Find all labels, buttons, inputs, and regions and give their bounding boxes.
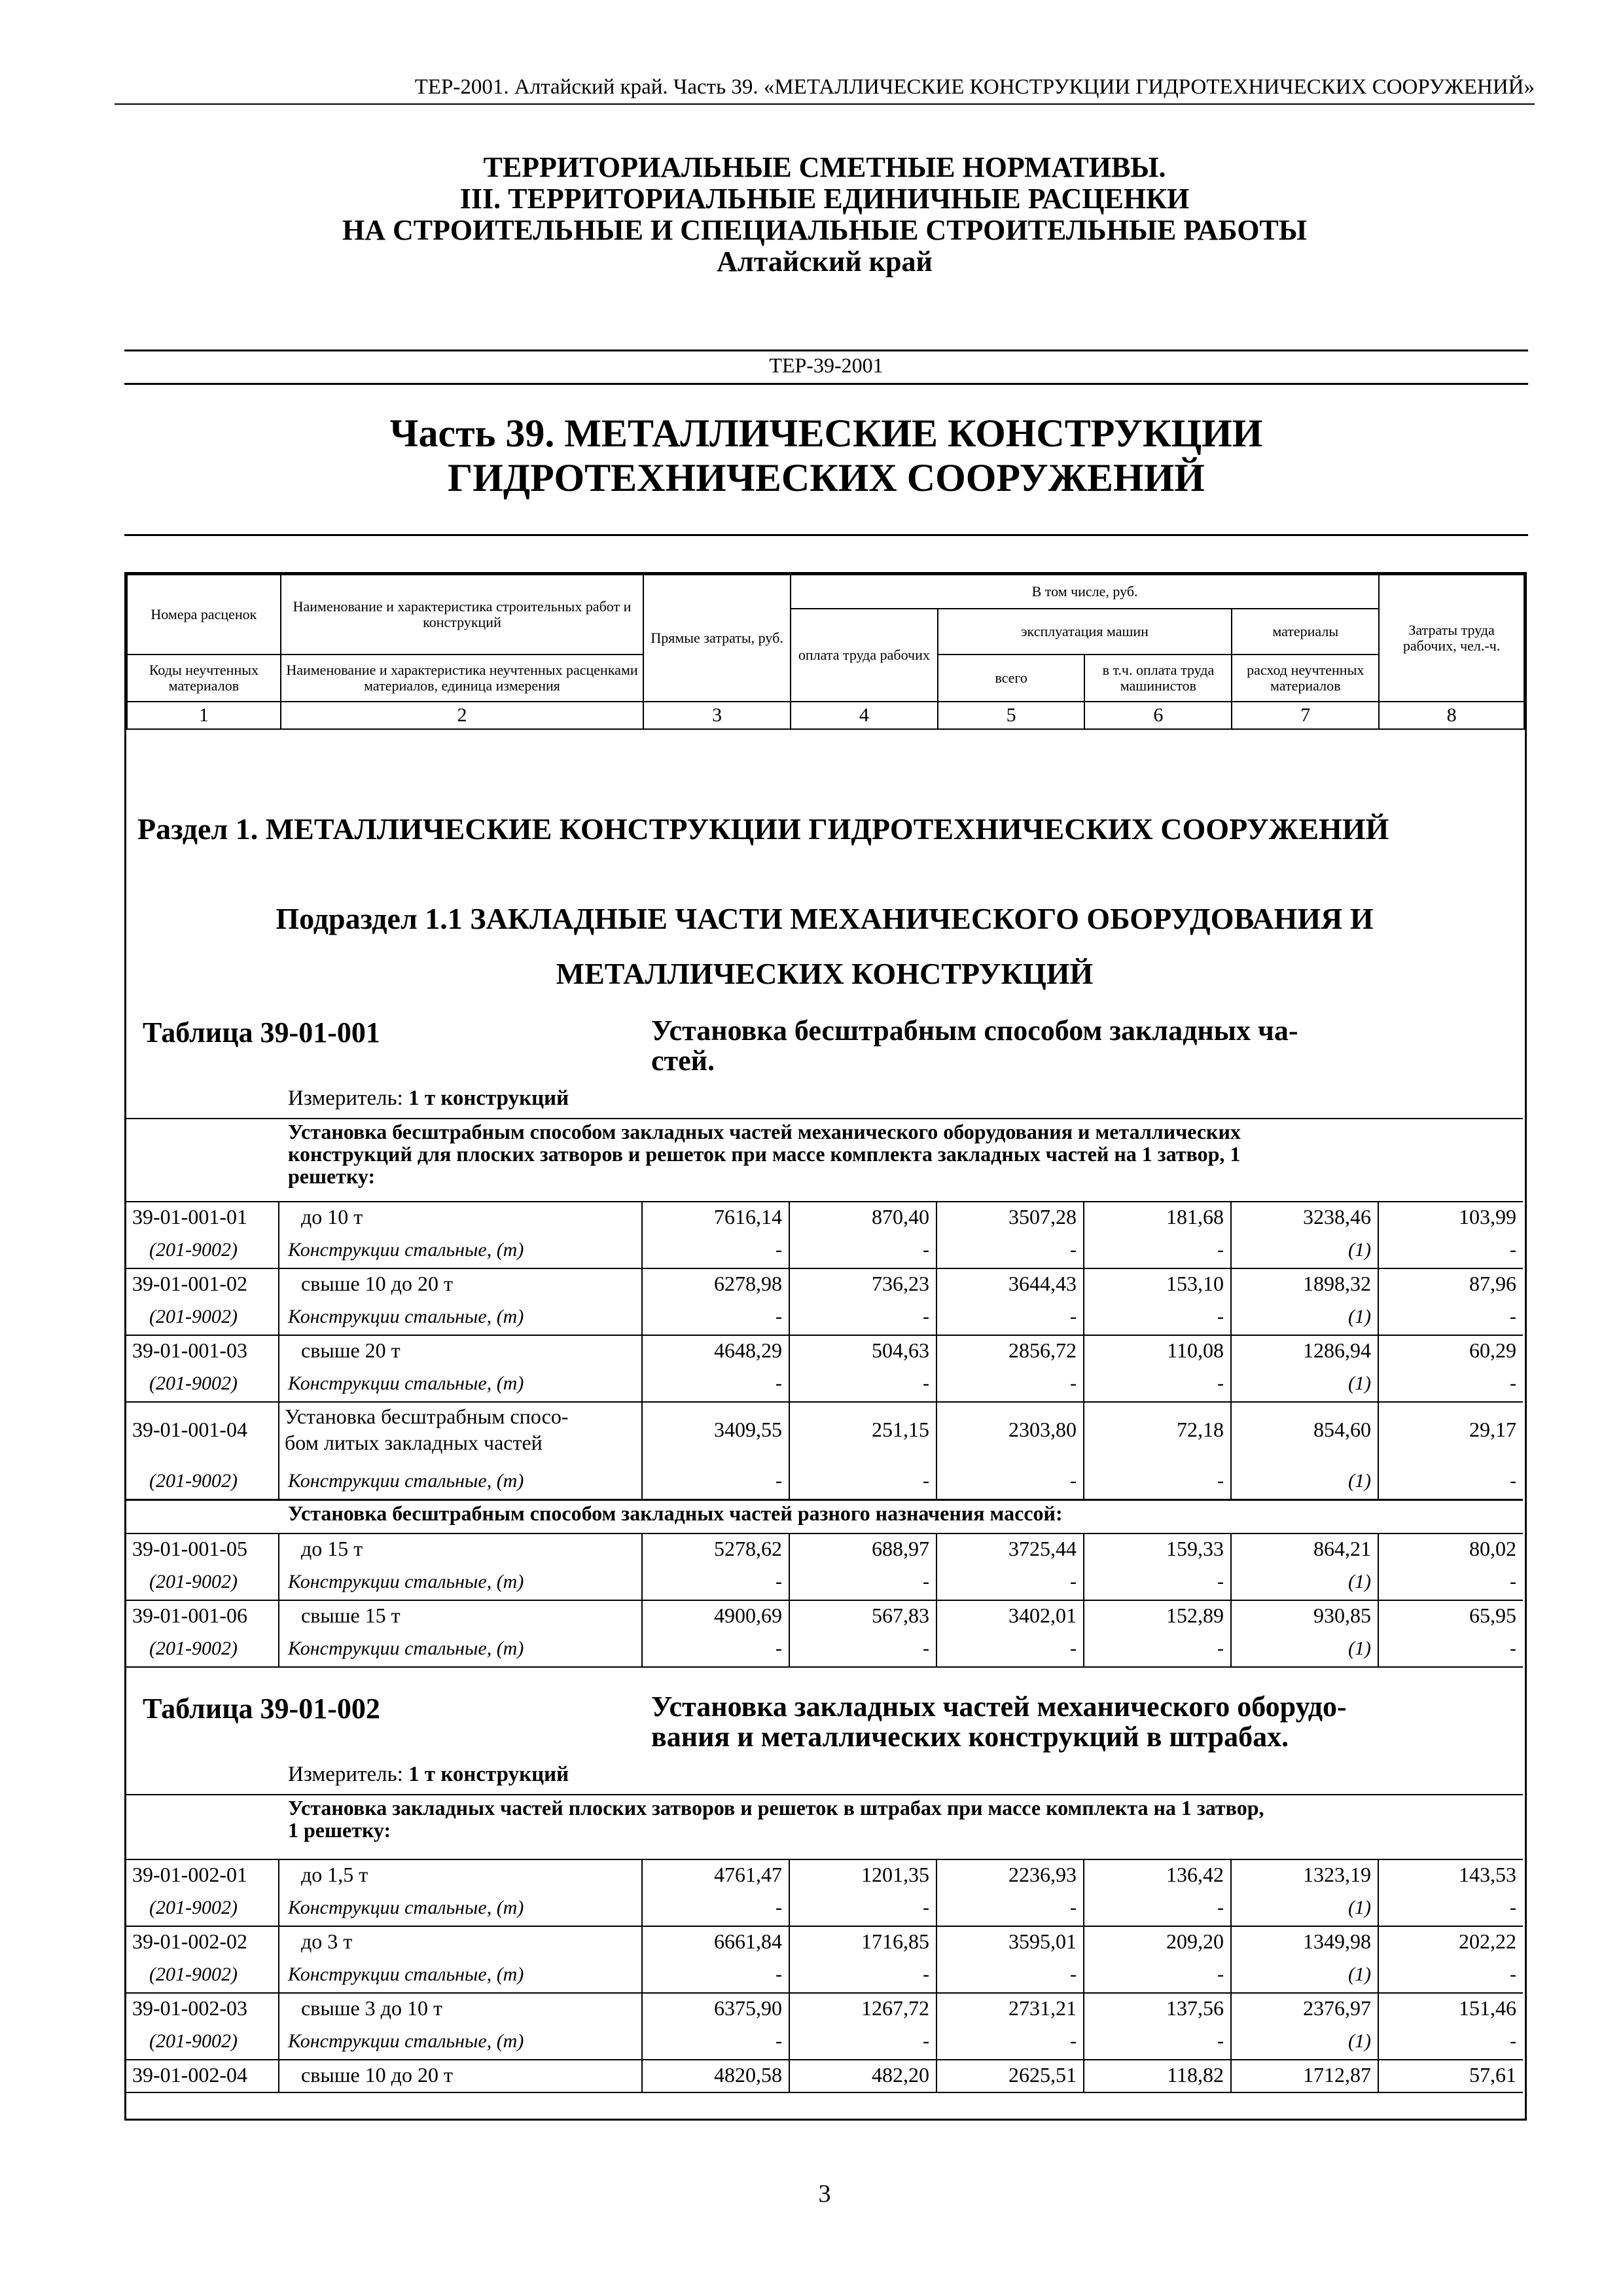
rate-value: 504,63 [872, 1338, 929, 1362]
column-divider [1083, 1926, 1084, 1992]
column-divider [789, 1402, 790, 1499]
divider [124, 383, 1528, 385]
column-divider [789, 1268, 790, 1335]
column-divider [1230, 1926, 1232, 1992]
column-divider [936, 1926, 937, 1992]
rate-name: до 15 т [301, 1537, 363, 1560]
material-value: (1) [1348, 2030, 1371, 2052]
column-divider [1230, 1268, 1232, 1335]
material-value: - [776, 1470, 782, 1492]
rate-code: 39-01-001-01 [132, 1205, 247, 1229]
column-divider [789, 1533, 790, 1600]
material-value: (1) [1348, 1571, 1371, 1592]
rate-name-line: бом литых закладных частей [285, 1431, 543, 1454]
material-value: - [776, 1372, 782, 1394]
material-code: (201-9002) [149, 1964, 238, 1985]
material-value: - [776, 1964, 782, 1985]
column-divider [936, 1268, 937, 1335]
col2-top-header: Наименование и характеристика строительных работ и конструкций [281, 575, 643, 655]
material-value: - [1510, 1897, 1516, 1918]
column-number: 5 [938, 702, 1085, 729]
column-divider [1083, 2059, 1084, 2092]
rate-value: 159,33 [1166, 1537, 1224, 1560]
column-divider [1230, 2059, 1232, 2092]
main-title-line: Алтайский край [717, 245, 933, 278]
column-divider [278, 1859, 279, 1926]
rate-value: 1201,35 [861, 1863, 929, 1886]
material-value: - [1510, 1470, 1516, 1492]
rate-value: 3402,01 [1008, 1604, 1077, 1627]
col2-bottom-header: Наименование и характеристика неучтенных расценками материалов, единица измерения [281, 655, 643, 702]
column-divider [278, 1201, 279, 1268]
rate-value: 72,18 [1177, 1418, 1224, 1441]
group-divider [124, 1533, 1523, 1534]
rate-value: 1716,85 [861, 1929, 929, 1953]
material-value: (1) [1348, 1372, 1371, 1394]
rate-value: 251,15 [872, 1418, 929, 1441]
row-divider [124, 1666, 1523, 1668]
rate-value: 80,02 [1469, 1537, 1516, 1560]
material-value: - [1510, 2030, 1516, 2052]
rate-value: 870,40 [872, 1205, 929, 1229]
column-divider [278, 1335, 279, 1401]
column-divider [1083, 1533, 1084, 1600]
material-value: - [1217, 1897, 1224, 1918]
group-line: Установка бесштрабным способом закладных частей механического оборудования и металлических [288, 1120, 1241, 1143]
column-divider [278, 1926, 279, 1992]
material-value: - [923, 1897, 929, 1918]
rate-value: 181,68 [1166, 1205, 1224, 1229]
material-value: - [776, 2030, 782, 2052]
material-value: - [1217, 1239, 1224, 1261]
rate-code: 39-01-002-02 [132, 1929, 247, 1953]
row-divider [124, 1268, 1523, 1269]
column-divider [936, 1533, 937, 1600]
rate-value: 3238,46 [1303, 1205, 1371, 1229]
group-line: конструкций для плоских затворов и решеток при массе комплекта закладных частей на 1 затвор, 1 [288, 1142, 1241, 1166]
group-line: 1 решетку: [288, 1818, 391, 1842]
column-divider [789, 2059, 790, 2092]
table2-title-line: вания и металлических конструкций в штрабах. [651, 1721, 1289, 1753]
column-divider [641, 1268, 643, 1335]
rate-value: 136,42 [1166, 1863, 1224, 1886]
material-code: (201-9002) [149, 1897, 238, 1918]
subsection-title [137, 891, 1512, 1001]
rate-value: 151,46 [1459, 1996, 1516, 2020]
column-divider [278, 1533, 279, 1600]
measure-prefix: Измеритель: [288, 1763, 403, 1786]
material-code: (201-9002) [149, 1306, 238, 1327]
divider [124, 534, 1528, 536]
rate-value: 29,17 [1469, 1418, 1516, 1441]
rate-code: 39-01-002-01 [132, 1863, 247, 1886]
rate-value: 1286,94 [1303, 1338, 1371, 1362]
rate-value: 3644,43 [1008, 1272, 1077, 1295]
col8-header: Затраты труда рабочих, чел.-ч. [1379, 575, 1524, 702]
material-value: - [923, 1239, 929, 1261]
column-divider [641, 1859, 643, 1926]
rate-value: 60,29 [1469, 1338, 1516, 1362]
column-divider [936, 1201, 937, 1268]
rate-value: 65,95 [1469, 1604, 1516, 1627]
rate-value: 152,89 [1166, 1604, 1224, 1627]
material-value: - [1217, 1306, 1224, 1327]
rate-value: 688,97 [872, 1537, 929, 1560]
rate-value: 202,22 [1459, 1929, 1516, 1953]
row-divider [124, 2059, 1523, 2060]
column-divider [1230, 1402, 1232, 1499]
material-value: - [923, 1571, 929, 1592]
material-value: (1) [1348, 1897, 1371, 1918]
main-title [115, 152, 1535, 278]
rate-value: 4820,58 [714, 2063, 782, 2087]
column-number: 7 [1232, 702, 1379, 729]
material-value: - [1070, 1964, 1077, 1985]
rate-value: 1712,87 [1303, 2063, 1371, 2087]
rate-value: 5278,62 [714, 1537, 782, 1560]
material-code: (201-9002) [149, 2030, 238, 2052]
rate-value: 736,23 [872, 1272, 929, 1295]
material-value: - [923, 1964, 929, 1985]
column-divider [1083, 1402, 1084, 1499]
header-rule [115, 103, 1535, 105]
material-value: - [1510, 1571, 1516, 1592]
col4-header: оплата труда рабочих [791, 609, 938, 702]
rate-value: 87,96 [1469, 1272, 1516, 1295]
rate-name: до 1,5 т [301, 1863, 368, 1886]
running-header: ТЕР-2001. Алтайский край. Часть 39. «МЕТАЛЛИЧЕСКИЕ КОНСТРУКЦИИ ГИДРОТЕХНИЧЕСКИХ СООРУЖЕНИЙ» [414, 75, 1535, 99]
rate-value: 854,60 [1313, 1418, 1371, 1441]
rate-value: 110,08 [1167, 1338, 1224, 1362]
column-divider [278, 1268, 279, 1335]
rate-value: 2856,72 [1008, 1338, 1077, 1362]
col1-bottom-header: Коды неучтенных материалов [127, 655, 281, 702]
table2-measure [288, 1763, 569, 1787]
group-line: Установка закладных частей плоских затворов и решеток в штрабах при массе комплекта на 1 затвор, [288, 1796, 1264, 1820]
col1-top-header: Номера расценок [127, 575, 281, 655]
row-divider [124, 1926, 1523, 1927]
including-header: В том числе, руб. [791, 575, 1379, 609]
rate-code: 39-01-002-03 [132, 1996, 247, 2020]
column-divider [278, 2059, 279, 2092]
rate-name: свыше 3 до 10 т [301, 1996, 442, 2020]
table2-label: Таблица 39-01-002 [143, 1693, 380, 1725]
column-divider [1230, 1201, 1232, 1268]
column-divider [936, 1402, 937, 1499]
material-value: - [1070, 2030, 1077, 2052]
table-header [126, 574, 1525, 730]
rate-value: 4761,47 [714, 1863, 782, 1886]
rate-value: 6278,98 [714, 1272, 782, 1295]
column-number: 4 [791, 702, 938, 729]
table1-group2: Установка бесштрабным способом закладных частей разного назначения массой: [288, 1501, 1063, 1525]
table2-title [651, 1692, 1433, 1752]
material-value: (1) [1348, 1239, 1371, 1261]
col7-header: расход неучтенных материалов [1232, 655, 1379, 702]
column-divider [1083, 1268, 1084, 1335]
doc-code: ТЕР-39-2001 [769, 353, 883, 377]
group-divider [124, 1201, 1523, 1202]
group-divider [124, 1859, 1523, 1860]
material-code: (201-9002) [149, 1571, 238, 1592]
column-divider [278, 1992, 279, 2059]
table2-title-line: Установка закладных частей механического оборудо- [651, 1691, 1347, 1723]
rate-value: 3725,44 [1008, 1537, 1077, 1560]
row-divider [124, 1335, 1523, 1336]
rate-value: 3409,55 [714, 1418, 782, 1441]
rate-value: 2625,51 [1008, 2063, 1077, 2087]
row-divider [124, 1600, 1523, 1601]
rate-value: 567,83 [872, 1604, 929, 1627]
rate-code: 39-01-001-03 [132, 1338, 247, 1362]
column-divider [1230, 1335, 1232, 1401]
column-divider [1083, 1600, 1084, 1666]
column-number: 8 [1379, 702, 1524, 729]
rate-value: 2236,93 [1008, 1863, 1077, 1886]
rate-value: 482,20 [872, 2063, 929, 2087]
rate-value: 103,99 [1459, 1205, 1516, 1229]
group-divider [124, 1118, 1523, 1119]
material-value: - [923, 1470, 929, 1492]
material-value: - [776, 1306, 782, 1327]
part-title-line: Часть 39. МЕТАЛЛИЧЕСКИЕ КОНСТРУКЦИИ [389, 412, 1263, 455]
subsection-title-line: МЕТАЛЛИЧЕСКИХ КОНСТРУКЦИЙ [556, 957, 1094, 990]
table2-group1 [288, 1797, 1518, 1841]
table1-title-line: Установка бесштрабным способом закладных ча- [651, 1014, 1298, 1047]
rate-code: 39-01-002-04 [132, 2063, 247, 2087]
column-number: 6 [1084, 702, 1232, 729]
material-value: - [1070, 1470, 1077, 1492]
material-value: - [923, 1638, 929, 1659]
material-name: Конструкции стальные, (т) [288, 2030, 524, 2052]
material-name: Конструкции стальные, (т) [288, 1964, 524, 1985]
material-value: - [1217, 1372, 1224, 1394]
material-value: - [1070, 1897, 1077, 1918]
column-number: 1 [127, 702, 281, 729]
column-divider [641, 1402, 643, 1499]
material-value: - [1070, 1239, 1077, 1261]
rate-value: 6375,90 [714, 1996, 782, 2020]
material-value: - [1070, 1306, 1077, 1327]
rate-value: 1323,19 [1303, 1863, 1371, 1886]
rate-name: до 3 т [301, 1929, 353, 1953]
material-value: - [1217, 2030, 1224, 2052]
rate-value: 4900,69 [714, 1604, 782, 1627]
column-divider [1083, 1859, 1084, 1926]
material-value: - [923, 2030, 929, 2052]
column-number: 3 [643, 702, 791, 729]
table1-group1 [288, 1121, 1518, 1187]
material-name: Конструкции стальные, (т) [288, 1571, 524, 1592]
rate-value: 137,56 [1166, 1996, 1224, 2020]
rate-value: 2303,80 [1008, 1418, 1077, 1441]
rate-value: 6661,84 [714, 1929, 782, 1953]
part-title [124, 411, 1528, 500]
material-value: - [776, 1571, 782, 1592]
material-value: - [776, 1239, 782, 1261]
column-divider [936, 2059, 937, 2092]
rate-code: 39-01-001-04 [132, 1418, 247, 1441]
measure-prefix: Измеритель: [288, 1086, 403, 1110]
material-value: (1) [1348, 1306, 1371, 1327]
table1-title [651, 1016, 1433, 1076]
column-divider [1230, 1992, 1232, 2059]
column-divider [641, 1926, 643, 1992]
rate-name: свыше 10 до 20 т [301, 1272, 453, 1295]
material-value: (1) [1348, 1638, 1371, 1659]
rate-name: до 10 т [301, 1205, 363, 1229]
col5-header: всего [938, 655, 1085, 702]
group-divider [124, 1794, 1523, 1795]
measure-value: 1 т конструкций [408, 1086, 569, 1110]
group-line: решетку: [288, 1164, 376, 1188]
subsection-title-line: Подраздел 1.1 ЗАКЛАДНЫЕ ЧАСТИ МЕХАНИЧЕСКОГО ОБОРУДОВАНИЯ И [276, 902, 1374, 935]
column-divider [936, 1992, 937, 2059]
column-divider [278, 1600, 279, 1666]
rate-value: 1349,98 [1303, 1929, 1371, 1953]
rate-value: 153,10 [1166, 1272, 1224, 1295]
column-divider [1083, 1992, 1084, 2059]
materials-header: материалы [1232, 609, 1379, 655]
main-title-line: ТЕРРИТОРИАЛЬНЫЕ СМЕТНЫЕ НОРМАТИВЫ. [483, 151, 1166, 183]
material-value: - [923, 1306, 929, 1327]
table1-title-line: стей. [651, 1045, 715, 1077]
rate-value: 3595,01 [1008, 1929, 1077, 1953]
material-code: (201-9002) [149, 1638, 238, 1659]
material-value: - [776, 1897, 782, 1918]
rate-name: свыше 15 т [301, 1604, 401, 1627]
column-divider [1230, 1533, 1232, 1600]
main-title-line: НА СТРОИТЕЛЬНЫЕ И СПЕЦИАЛЬНЫЕ СТРОИТЕЛЬНЫЕ РАБОТЫ [342, 214, 1307, 246]
column-divider [789, 1600, 790, 1666]
material-value: - [1217, 1571, 1224, 1592]
rate-value: 2731,21 [1008, 1996, 1077, 2020]
main-title-line: III. ТЕРРИТОРИАЛЬНЫЕ ЕДИНИЧНЫЕ РАСЦЕНКИ [459, 183, 1190, 215]
material-value: - [1217, 1470, 1224, 1492]
material-value: (1) [1348, 1470, 1371, 1492]
material-name: Конструкции стальные, (т) [288, 1372, 524, 1394]
rate-value: 1267,72 [861, 1996, 929, 2020]
measure-value: 1 т конструкций [408, 1763, 569, 1786]
material-value: - [1070, 1638, 1077, 1659]
column-divider [936, 1859, 937, 1926]
rate-value: 864,21 [1313, 1537, 1371, 1560]
row-divider [124, 1992, 1523, 1994]
row-divider [124, 1401, 1523, 1403]
section-title: Раздел 1. МЕТАЛЛИЧЕСКИЕ КОНСТРУКЦИИ ГИДРОТЕХНИЧЕСКИХ СООРУЖЕНИЙ [137, 812, 1389, 846]
rate-value: 2376,97 [1303, 1996, 1371, 2020]
column-divider [641, 1992, 643, 2059]
column-divider [641, 1600, 643, 1666]
machines-header: эксплуатация машин [938, 609, 1232, 655]
part-title-line: ГИДРОТЕХНИЧЕСКИХ СООРУЖЕНИЙ [448, 456, 1205, 499]
rate-name: свыше 20 т [301, 1338, 401, 1362]
material-value: - [1510, 1964, 1516, 1985]
material-value: - [1217, 1638, 1224, 1659]
material-value: (1) [1348, 1964, 1371, 1985]
col6-header: в т.ч. оплата труда машинистов [1084, 655, 1232, 702]
column-divider [641, 1201, 643, 1268]
table-bottom [124, 2092, 1523, 2093]
rate-code: 39-01-001-02 [132, 1272, 247, 1295]
column-divider [1230, 1859, 1232, 1926]
column-divider [789, 1926, 790, 1992]
rate-value: 930,85 [1313, 1604, 1371, 1627]
column-divider [1230, 1600, 1232, 1666]
material-value: - [1217, 1964, 1224, 1985]
material-value: - [776, 1638, 782, 1659]
material-name: Конструкции стальные, (т) [288, 1239, 524, 1261]
material-name: Конструкции стальные, (т) [288, 1897, 524, 1918]
column-divider [789, 1201, 790, 1268]
column-divider [789, 1859, 790, 1926]
column-divider [789, 1335, 790, 1401]
material-code: (201-9002) [149, 1372, 238, 1394]
col3-header: Прямые затраты, руб. [643, 575, 791, 702]
rate-name: свыше 10 до 20 т [301, 2063, 453, 2087]
column-divider [936, 1335, 937, 1401]
material-value: - [1510, 1372, 1516, 1394]
material-value: - [1510, 1638, 1516, 1659]
rate-value: 7616,14 [714, 1205, 782, 1229]
column-divider [1083, 1201, 1084, 1268]
divider [124, 350, 1528, 351]
material-name: Конструкции стальные, (т) [288, 1470, 524, 1492]
rate-value: 118,82 [1167, 2063, 1224, 2087]
material-value: - [1070, 1571, 1077, 1592]
material-value: - [923, 1372, 929, 1394]
column-divider [641, 1335, 643, 1401]
table1-measure [288, 1086, 569, 1111]
material-value: - [1070, 1372, 1077, 1394]
column-divider [789, 1992, 790, 2059]
column-divider [1083, 1335, 1084, 1401]
rate-value: 1898,32 [1303, 1272, 1371, 1295]
column-divider [641, 2059, 643, 2092]
column-divider [278, 1402, 279, 1499]
material-name: Конструкции стальные, (т) [288, 1306, 524, 1327]
column-divider [936, 1600, 937, 1666]
rate-value: 57,61 [1469, 2063, 1516, 2087]
rate-value: 3507,28 [1008, 1205, 1077, 1229]
material-code: (201-9002) [149, 1470, 238, 1492]
material-value: - [1510, 1306, 1516, 1327]
rate-value: 143,53 [1459, 1863, 1516, 1886]
table1-label: Таблица 39-01-001 [143, 1016, 380, 1049]
material-value: - [1510, 1239, 1516, 1261]
material-name: Конструкции стальные, (т) [288, 1638, 524, 1659]
page-number: 3 [818, 2180, 831, 2208]
rate-name-line: Установка бесштрабным спосо- [285, 1405, 569, 1428]
row-divider [124, 1499, 1523, 1500]
column-number: 2 [281, 702, 643, 729]
material-code: (201-9002) [149, 1239, 238, 1261]
rate-code: 39-01-001-05 [132, 1537, 247, 1560]
column-divider [641, 1533, 643, 1600]
rate-code: 39-01-001-06 [132, 1604, 247, 1627]
rate-value: 4648,29 [714, 1338, 782, 1362]
rate-value: 209,20 [1166, 1929, 1224, 1953]
